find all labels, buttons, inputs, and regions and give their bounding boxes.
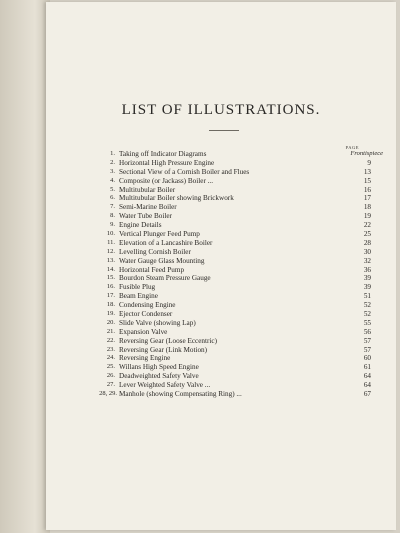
list-item bbox=[103, 363, 371, 372]
item-label: Slide Valve (showing Lap) bbox=[119, 318, 196, 327]
item-page: 16 bbox=[363, 185, 371, 194]
item-page: 60 bbox=[363, 354, 371, 363]
list-item bbox=[103, 328, 371, 337]
page-title: LIST OF ILLUSTRATIONS. bbox=[121, 102, 321, 118]
item-page: 64 bbox=[363, 381, 371, 390]
item-page: 15 bbox=[363, 176, 371, 185]
book-spine bbox=[0, 0, 50, 533]
title-rule bbox=[209, 130, 239, 131]
item-number: 26. bbox=[106, 372, 115, 380]
item-label: Semi-Marine Boiler bbox=[119, 203, 177, 212]
item-page: 57 bbox=[363, 345, 371, 354]
list-item bbox=[103, 239, 371, 248]
list-item bbox=[103, 230, 371, 239]
item-label: Taking off Indicator Diagrams bbox=[119, 150, 207, 158]
item-page: 51 bbox=[363, 292, 371, 301]
item-page: 13 bbox=[363, 167, 371, 176]
item-number: 2. bbox=[110, 158, 115, 166]
item-number: 17. bbox=[106, 292, 115, 300]
list-item bbox=[103, 337, 371, 346]
item-page: 39 bbox=[363, 283, 371, 292]
item-label: Sectional View of a Cornish Boiler and Flues bbox=[119, 167, 250, 176]
item-page: 22 bbox=[363, 221, 371, 230]
item-number: 7. bbox=[110, 203, 115, 211]
list-item bbox=[103, 354, 371, 363]
item-page: 57 bbox=[363, 336, 371, 345]
item-label: Water Tube Boiler bbox=[119, 212, 172, 221]
list-item bbox=[103, 381, 371, 390]
item-number: 3. bbox=[110, 167, 115, 175]
item-page: 18 bbox=[363, 203, 371, 212]
item-page: 39 bbox=[363, 274, 371, 283]
item-label: Horizontal Feed Pump bbox=[119, 265, 185, 274]
book-page bbox=[46, 2, 396, 530]
list-item bbox=[103, 221, 371, 230]
item-label: Reversing Engine bbox=[119, 354, 171, 363]
item-page: 19 bbox=[363, 212, 371, 221]
item-label: Deadweighted Safety Valve bbox=[119, 372, 199, 381]
item-page: Frontispiece bbox=[350, 150, 383, 157]
item-label: Expansion Valve bbox=[119, 327, 168, 336]
item-page: 67 bbox=[363, 390, 371, 399]
list-item bbox=[103, 266, 371, 275]
list-item bbox=[103, 372, 371, 381]
item-number: 20. bbox=[106, 318, 115, 326]
item-page: 25 bbox=[363, 230, 371, 239]
item-number: 27. bbox=[106, 381, 115, 389]
item-page: 55 bbox=[363, 318, 371, 327]
item-label: Condensing Engine bbox=[119, 301, 176, 310]
item-number: 8. bbox=[110, 212, 115, 220]
item-number: 15. bbox=[106, 274, 115, 282]
item-page: 64 bbox=[363, 372, 371, 381]
item-label: Multitubular Boiler bbox=[119, 185, 176, 194]
list-item bbox=[103, 346, 371, 355]
item-number: 23. bbox=[106, 345, 115, 353]
item-number: 18. bbox=[106, 301, 115, 309]
item-label: Manhole (showing Compensating Ring) ... bbox=[119, 390, 242, 399]
item-number: 24. bbox=[106, 354, 115, 362]
list-item bbox=[103, 319, 371, 328]
item-page: 61 bbox=[363, 363, 371, 372]
item-number: 12. bbox=[106, 247, 115, 255]
item-page: 52 bbox=[363, 310, 371, 319]
list-item bbox=[103, 194, 371, 203]
item-number: 19. bbox=[106, 310, 115, 318]
list-item bbox=[103, 301, 371, 310]
item-number: 1. bbox=[110, 150, 115, 157]
list-item bbox=[103, 150, 383, 159]
item-page: 56 bbox=[363, 327, 371, 336]
item-number: 9. bbox=[110, 221, 115, 229]
list-item bbox=[103, 274, 371, 283]
item-label: Ejector Condenser bbox=[119, 310, 173, 319]
item-page: 30 bbox=[363, 247, 371, 256]
item-number: 16. bbox=[106, 283, 115, 291]
item-number: 13. bbox=[106, 256, 115, 264]
item-number: 6. bbox=[110, 194, 115, 202]
item-label: Horizontal High Pressure Engine bbox=[119, 158, 215, 167]
item-number: 21. bbox=[106, 327, 115, 335]
page-column-header: PAGE bbox=[345, 145, 359, 150]
item-label: Elevation of a Lancashire Boiler bbox=[119, 238, 213, 247]
item-label: Engine Details bbox=[119, 221, 162, 230]
item-label: Multitubular Boiler showing Brickwork bbox=[119, 194, 234, 203]
illustrations-list bbox=[99, 150, 383, 399]
item-label: Beam Engine bbox=[119, 292, 158, 301]
item-label: Vertical Plunger Feed Pump bbox=[119, 230, 200, 239]
list-item bbox=[103, 257, 371, 266]
item-number: 4. bbox=[110, 176, 115, 184]
item-page: 36 bbox=[363, 265, 371, 274]
item-label: Reversing Gear (Loose Eccentric) bbox=[119, 336, 217, 345]
item-number: 25. bbox=[106, 363, 115, 371]
item-page: 52 bbox=[363, 301, 371, 310]
list-item bbox=[103, 177, 371, 186]
list-item bbox=[99, 390, 371, 399]
item-label: Water Gauge Glass Mounting bbox=[119, 256, 205, 265]
item-page: 32 bbox=[363, 256, 371, 265]
item-number: 14. bbox=[106, 265, 115, 273]
list-item bbox=[103, 168, 371, 177]
item-page: 28 bbox=[363, 238, 371, 247]
list-item bbox=[103, 159, 371, 168]
item-number: 10. bbox=[106, 230, 115, 238]
item-label: Composite (or Jackass) Boiler ... bbox=[119, 176, 214, 185]
item-number: 5. bbox=[110, 185, 115, 193]
item-number: 22. bbox=[106, 336, 115, 344]
item-label: Bourdon Steam Pressure Gauge bbox=[119, 274, 211, 283]
item-page: 17 bbox=[363, 194, 371, 203]
list-item bbox=[103, 212, 371, 221]
item-label: Lever Weighted Safety Valve ... bbox=[119, 381, 211, 390]
item-label: Reversing Gear (Link Motion) bbox=[119, 345, 208, 354]
list-item bbox=[103, 248, 371, 257]
list-item bbox=[103, 292, 371, 301]
list-item bbox=[103, 310, 371, 319]
item-number: 11. bbox=[107, 238, 115, 246]
list-item bbox=[103, 186, 371, 195]
item-label: Fusible Plug bbox=[119, 283, 156, 292]
list-item bbox=[103, 203, 371, 212]
item-label: Willans High Speed Engine bbox=[119, 363, 199, 372]
item-label: Levelling Cornish Boiler bbox=[119, 247, 191, 256]
item-number: 28, 29. bbox=[99, 390, 117, 398]
item-page: 9 bbox=[367, 158, 371, 167]
list-item bbox=[103, 283, 371, 292]
